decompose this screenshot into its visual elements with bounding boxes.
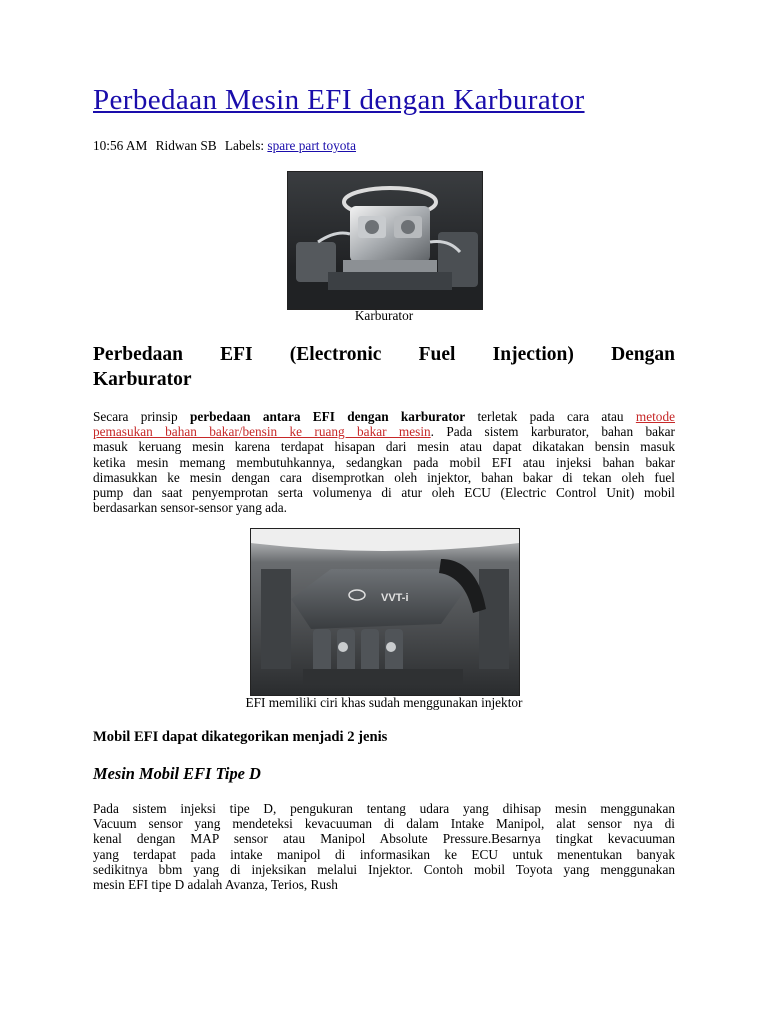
- intro-line-5: dimasukkan ke mesin dengan cara disemprotkan oleh injektor, bahan bakar di tekan oleh fuel: [93, 469, 675, 485]
- method-link[interactable]: metode: [635, 409, 675, 424]
- type-d-line-4: yang terdapat pada intake manipol di informasikan ke ECU untuk menentukan banyak: [93, 846, 675, 862]
- type-d-line-3: kenal dengan MAP sensor atau Manipol Absolute Pressure.Besarnya tingkat kevacuuman: [93, 831, 675, 847]
- post-meta: [93, 138, 356, 154]
- type-d-line-1: Pada sistem injeksi tipe D, pengukuran tentang udara yang dihisap mesin menggunakan: [93, 801, 675, 816]
- intro-line-3: masuk keruang mesin karena terdapat hisapan dari mesin atau dapat dikatakan bensin masuk: [93, 439, 675, 455]
- intro-line-2: [93, 424, 675, 439]
- category-heading: Mobil EFI dapat dikategorikan menjadi 2 jenis: [93, 729, 388, 745]
- intro-lead: Secara prinsip: [93, 409, 190, 424]
- intro-line-7: berdasarkan sensor-sensor yang ada.: [93, 500, 287, 516]
- labels-prefix: Labels:: [224, 138, 265, 153]
- type-d-heading: Mesin Mobil EFI Tipe D: [93, 764, 261, 783]
- intro-line-4: ketika mesin memang membutuhkannya, sedangkan pada mobil EFI atau injeksi bahan bakar: [93, 454, 675, 470]
- post-author: Ridwan SB: [155, 138, 217, 153]
- section-heading-line1: Perbedaan EFI (Electronic Fuel Injection) Dengan: [93, 344, 675, 365]
- intro-paragraph: [93, 409, 675, 515]
- intro-line-1: [93, 409, 675, 424]
- intro-line-6: pump dan saat penyemprotan serta volumenya di atur oleh ECU (Electric Control Unit) mobil: [93, 485, 675, 501]
- method-link-cont[interactable]: pemasukan bahan bakar/bensin ke ruang bakar mesin: [93, 424, 431, 440]
- type-d-line-2: Vacuum sensor yang mendeteksi kevacuuman di dalam Intake Manipol, alat sensor nya di: [93, 816, 675, 832]
- post-time: 10:56 AM: [93, 138, 148, 153]
- svg-text:VVT-i: VVT-i: [381, 592, 409, 604]
- carburetor-photo: [287, 171, 483, 310]
- figure1-caption: Karburator: [354, 308, 414, 323]
- intro-bold: perbedaan antara EFI dengan karburator: [189, 409, 466, 424]
- type-d-paragraph: [93, 801, 675, 892]
- article-title[interactable]: Perbedaan Mesin EFI dengan Karburator: [93, 84, 585, 116]
- intro-after-link: . Pada sistem karburator, bahan bakar: [430, 424, 675, 440]
- efi-engine-photo: [250, 528, 520, 696]
- type-d-line-5: sedikitnya bbm yang di injeksikan melalui Injektor. Contoh mobil Toyota yang menggunakan: [93, 861, 675, 877]
- intro-after-bold: terletak pada cara atau: [465, 409, 636, 424]
- type-d-line-6: mesin EFI tipe D adalah Avanza, Terios, Rush: [93, 877, 338, 893]
- label-link[interactable]: spare part toyota: [267, 138, 357, 153]
- section-heading: [93, 342, 675, 392]
- figure2-caption: EFI memiliki ciri khas sudah menggunakan injektor: [245, 695, 523, 710]
- section-heading-line2: Karburator: [93, 369, 192, 390]
